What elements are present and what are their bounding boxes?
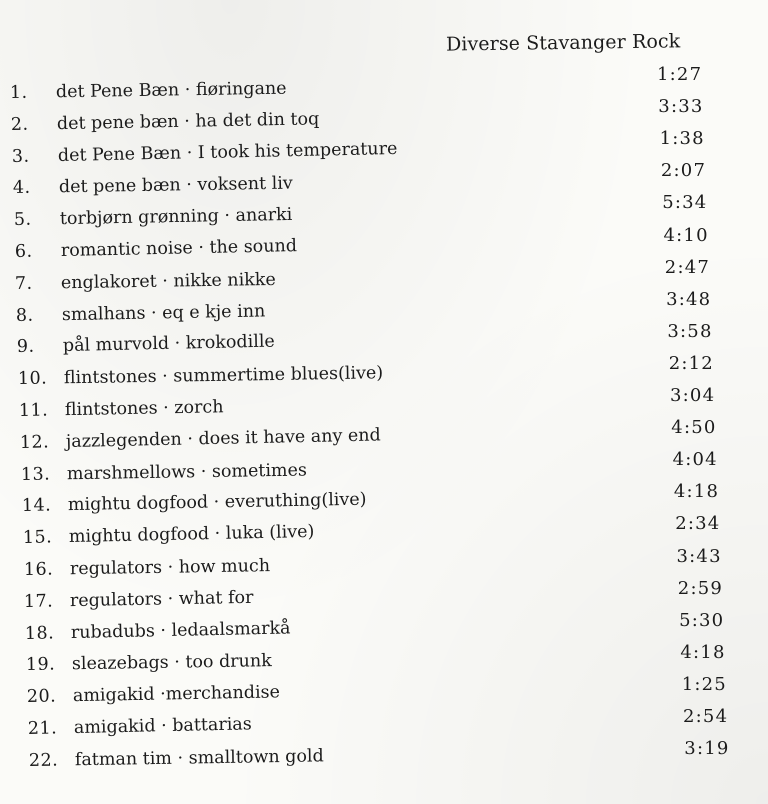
track-number: 16. xyxy=(23,559,53,580)
track-title: det pene bæn · ha det din toq xyxy=(56,109,320,134)
track-number: 14. xyxy=(21,495,52,517)
track-number: 8. xyxy=(16,305,35,326)
page-title: Diverse Stavanger Rock xyxy=(445,30,681,56)
track-number: 10. xyxy=(17,368,48,390)
track-duration: 1:25 xyxy=(681,673,727,695)
track-duration: 3:04 xyxy=(670,385,716,406)
track-duration: 1:27 xyxy=(657,64,703,85)
track-duration: 2:12 xyxy=(668,352,714,374)
track-row xyxy=(13,205,293,238)
track-number: 21. xyxy=(27,718,58,739)
track-row xyxy=(21,490,367,524)
track-duration: 3:48 xyxy=(666,288,712,310)
track-number: 11. xyxy=(18,400,49,421)
track-duration: 4:04 xyxy=(672,449,718,471)
track-row xyxy=(11,138,398,175)
track-title: flintstones · summertime blues(live) xyxy=(63,363,384,389)
track-row xyxy=(26,682,281,715)
track-number: 22. xyxy=(28,750,59,771)
track-number: 20. xyxy=(26,686,57,708)
track-title: englakoret · nikke nikke xyxy=(61,269,277,294)
track-title: marshmellows · sometimes xyxy=(66,460,307,484)
track-duration: 5:30 xyxy=(679,609,725,631)
track-duration: 4:18 xyxy=(673,481,720,503)
track-number: 6. xyxy=(14,241,33,262)
track-number: 12. xyxy=(19,432,50,453)
track-duration: 1:38 xyxy=(659,128,705,150)
track-duration: 2:59 xyxy=(677,577,724,599)
track-row xyxy=(27,714,252,747)
track-row xyxy=(16,331,276,365)
track-duration: 4:18 xyxy=(680,641,726,663)
track-number: 3. xyxy=(11,146,30,167)
track-duration: 4:10 xyxy=(663,224,709,246)
track-row xyxy=(25,618,292,652)
track-row xyxy=(19,425,381,461)
track-number: 13. xyxy=(20,464,51,485)
track-number: 7. xyxy=(15,273,34,294)
track-row xyxy=(10,109,320,143)
track-title: mightu dogfood · everuthing(live) xyxy=(67,490,367,516)
track-duration: 3:19 xyxy=(684,738,730,760)
track-title: amigakid · battarias xyxy=(73,714,252,739)
track-title: regulators · what for xyxy=(70,587,254,611)
track-number: 17. xyxy=(24,591,54,612)
track-duration: 5:34 xyxy=(662,192,708,214)
track-number: 2. xyxy=(10,114,29,135)
track-number: 9. xyxy=(16,337,36,358)
track-duration: 4:50 xyxy=(671,417,717,439)
track-duration: 2:34 xyxy=(675,513,721,535)
track-duration: 2:47 xyxy=(664,256,711,278)
track-duration: 3:43 xyxy=(676,545,722,567)
track-row xyxy=(22,522,315,556)
track-duration: 3:33 xyxy=(658,96,704,118)
track-number: 15. xyxy=(22,527,53,549)
track-title: torbjørn grønning · anarki xyxy=(59,205,293,230)
track-title: smalhans · eq e kje inn xyxy=(62,301,266,325)
track-duration: 2:07 xyxy=(660,160,707,182)
track-number: 4. xyxy=(12,178,31,199)
track-number: 1. xyxy=(9,82,28,103)
track-title: rubadubs · ledaalsmarkå xyxy=(70,618,292,643)
track-row xyxy=(16,301,266,334)
track-title: det Pene Bæn · fiøringane xyxy=(55,78,287,103)
track-row xyxy=(24,587,254,620)
track-title: pål murvold · krokodille xyxy=(62,331,276,357)
track-title: mightu dogfood · luka (live) xyxy=(68,522,315,548)
track-row xyxy=(18,397,224,429)
track-number: 18. xyxy=(25,622,55,644)
track-number: 19. xyxy=(25,654,56,676)
track-title: flintstones · zorch xyxy=(64,397,224,421)
track-title: jazzlegenden · does it have any end xyxy=(65,425,381,452)
track-title: fatman tim · smalltown gold xyxy=(74,746,324,771)
track-duration: 3:58 xyxy=(667,320,713,342)
track-title: romantic noise · the sound xyxy=(60,236,297,262)
track-title: det pene bæn · voksent liv xyxy=(58,173,293,198)
track-row xyxy=(14,236,297,270)
track-title: det Pene Bæn · I took his temperature xyxy=(57,138,398,166)
track-title: amigakid ·merchandise xyxy=(72,682,281,707)
track-duration: 2:54 xyxy=(683,706,729,727)
track-title: sleazebags · too drunk xyxy=(71,651,273,675)
track-number: 5. xyxy=(13,209,32,231)
track-title: regulators · how much xyxy=(69,556,270,580)
